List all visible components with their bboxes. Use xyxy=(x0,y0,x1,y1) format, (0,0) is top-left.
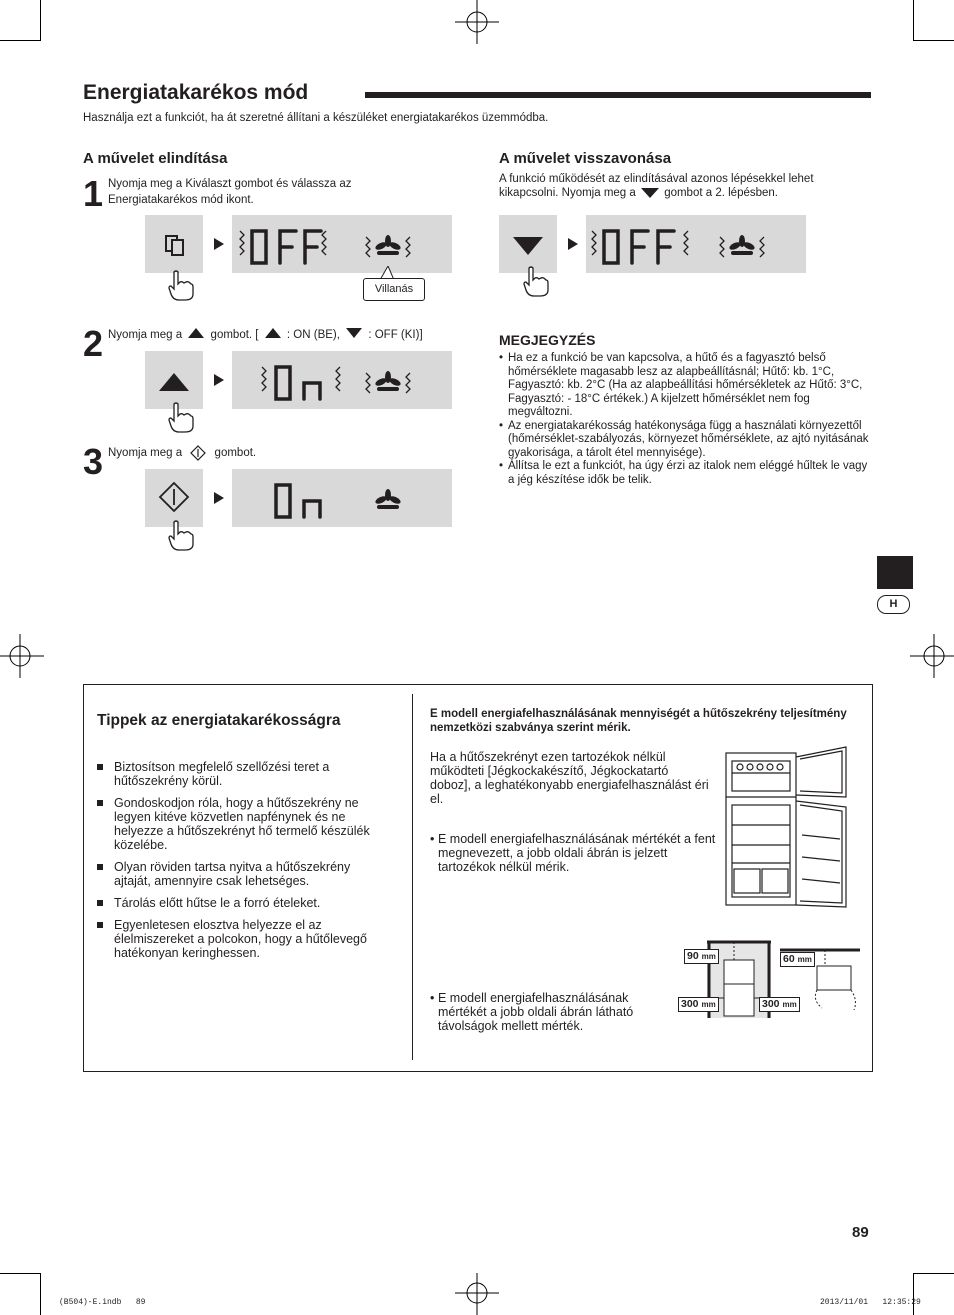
select-button-panel[interactable] xyxy=(145,215,203,273)
language-tab: H xyxy=(877,595,910,614)
registration-mark xyxy=(455,1273,499,1315)
registration-mark xyxy=(0,634,44,678)
crop-mark xyxy=(40,1273,41,1315)
step-text: Nyomja meg a gombot. xyxy=(108,445,256,461)
list-item: Biztosítson megfelelő szellőzési teret a hűtőszekrény körül. xyxy=(97,760,387,788)
tips-list xyxy=(97,760,387,968)
up-triangle-icon xyxy=(265,328,281,338)
leaf-icon xyxy=(728,235,755,255)
notes-heading: MEGJEGYZÉS xyxy=(499,332,596,348)
set-button-panel[interactable] xyxy=(145,469,203,527)
hand-pointer-icon xyxy=(165,270,195,302)
leaf-icon xyxy=(374,235,401,255)
set-diamond-icon xyxy=(188,445,208,461)
dimension-label-side: 60 mm xyxy=(780,952,815,967)
crop-mark xyxy=(913,0,914,41)
display-panel xyxy=(232,215,452,273)
next-arrow xyxy=(214,374,224,386)
dimension-label-left: 300 mm xyxy=(678,997,719,1012)
crop-mark xyxy=(40,0,41,41)
next-arrow xyxy=(568,238,578,250)
up-button-panel[interactable] xyxy=(145,351,203,409)
crop-mark xyxy=(0,40,41,41)
footer-file: (B504)-E.indb 89 xyxy=(59,1298,146,1307)
registration-mark xyxy=(455,0,499,44)
hand-pointer-icon xyxy=(165,402,195,436)
display-panel xyxy=(586,215,806,273)
flash-callout: Villanás xyxy=(363,278,425,301)
list-item: Tárolás előtt hűtse le a forró ételeket. xyxy=(97,896,387,910)
up-triangle-icon xyxy=(188,328,204,338)
language-tab-block xyxy=(877,556,913,589)
crop-mark xyxy=(913,1273,914,1315)
step-text: Nyomja meg a gombot. [ : ON (BE), : OFF (KI)] xyxy=(108,329,423,341)
list-item: Gondoskodjon róla, hogy a hűtőszekrény ne legyen kitéve közvetlen napfénynek és ne helyezze a hűtőszekrényt hő termelő készülék közelébe. xyxy=(97,796,387,852)
down-triangle-icon xyxy=(346,328,362,338)
hand-pointer-icon xyxy=(165,520,195,554)
display-panel xyxy=(232,469,452,527)
cancel-text: A funkció működését az elindításával azonos lépésekkel lehet kikapcsolni. Nyomja meg a gombot a 2. lépésben. xyxy=(499,173,814,199)
page-number: 89 xyxy=(852,1224,869,1241)
list-item: • Ha ez a funkció be van kapcsolva, a hűtő és a fagyasztó belső hőmérséklete magasabb lesz az alapbeállításnál; Hűtő: kb. 1°C, Fagyasztó: kb. 2°C (Ha az alapbeállítási hőmérsékletek az Hűtő: 3°C, Fagyasztó: - 18°C értékek.) A kijelzett hőmérséklet nem fog megváltozni. xyxy=(499,352,871,420)
list-item: Egyenletesen elosztva helyezze el az élelmiszereket a polcokon, hogy a hűtőlevegő hatékonyan keringhessen. xyxy=(97,918,387,960)
set-diamond-icon xyxy=(145,469,203,527)
step-text: Nyomja meg a Kiválaszt gombot és válassza az Energiatakarékos mód ikont. xyxy=(108,178,352,206)
next-arrow xyxy=(214,238,224,250)
hand-pointer-icon xyxy=(520,266,550,300)
start-heading: A művelet elindítása xyxy=(83,150,228,167)
down-triangle-icon xyxy=(641,188,659,198)
dimension-label-top: 90 mm xyxy=(684,949,719,964)
cancel-heading: A művelet visszavonása xyxy=(499,150,672,167)
dimension-label-right: 300 mm xyxy=(759,997,800,1012)
crop-mark xyxy=(913,40,954,41)
measurement-note: • E modell energiafelhasználásának mértékét a fent megnevezett, a jobb oldali ábrán is jelzett tartozékok nélkül mérik. xyxy=(430,832,718,874)
leaf-icon xyxy=(374,489,401,509)
crop-mark xyxy=(0,1273,41,1274)
step-number: 3 xyxy=(83,441,104,482)
accessories-text: Ha a hűtőszekrényt ezen tartozékok nélkül működteti [Jégkockakészítő, Jégkockatartó doboz], a leghatékonyabb energiafelhasználást éri el. xyxy=(430,750,709,806)
select-icon xyxy=(145,215,203,273)
footer-timestamp: 2013/11/01 12:35:29 xyxy=(820,1298,921,1307)
leaf-icon xyxy=(374,371,401,391)
down-button-panel[interactable] xyxy=(499,215,557,273)
title-rule xyxy=(365,92,871,98)
fridge-illustration xyxy=(720,745,855,915)
list-item: • Állítsa le ezt a funkciót, ha úgy érzi az italok nem eléggé hűltek le vagy a jég készítése idők be telik. xyxy=(499,460,871,487)
display-panel xyxy=(232,351,452,409)
step-number: 1 xyxy=(83,173,104,214)
registration-mark xyxy=(910,634,954,678)
distance-note: • E modell energiafelhasználásának mértékét a jobb oldali ábrán látható távolságok mellett mérték. xyxy=(430,991,658,1033)
intro-text: Használja ezt a funkciót, ha át szeretné állítani a készüléket energiatakarékos üzemmódba. xyxy=(83,112,549,124)
page-title: Energiatakarékos mód xyxy=(83,81,309,104)
up-triangle-icon xyxy=(159,373,189,391)
crop-mark xyxy=(913,1273,954,1274)
tips-divider xyxy=(412,694,413,1060)
notes-list xyxy=(499,352,871,487)
list-item: Olyan röviden tartsa nyitva a hűtőszekrény ajtaját, amennyire csak lehetséges. xyxy=(97,860,387,888)
next-arrow xyxy=(214,492,224,504)
tips-heading: Tippek az energiatakarékosságra xyxy=(97,712,341,729)
list-item: • Az energiatakarékosság hatékonysága függ a használati környezettől (hőmérséklet-szabályozás, környezet hőmérséklete, az ajtó nyitásának gyakorisága, a tárolt étel mennyisége). xyxy=(499,420,871,461)
standard-heading: E modell energiafelhasználásának mennyiségét a hűtőszekrény teljesítmény nemzetközi szabványa szerint mérik. xyxy=(430,708,847,734)
down-triangle-icon xyxy=(513,237,543,255)
step-number: 2 xyxy=(83,323,104,364)
